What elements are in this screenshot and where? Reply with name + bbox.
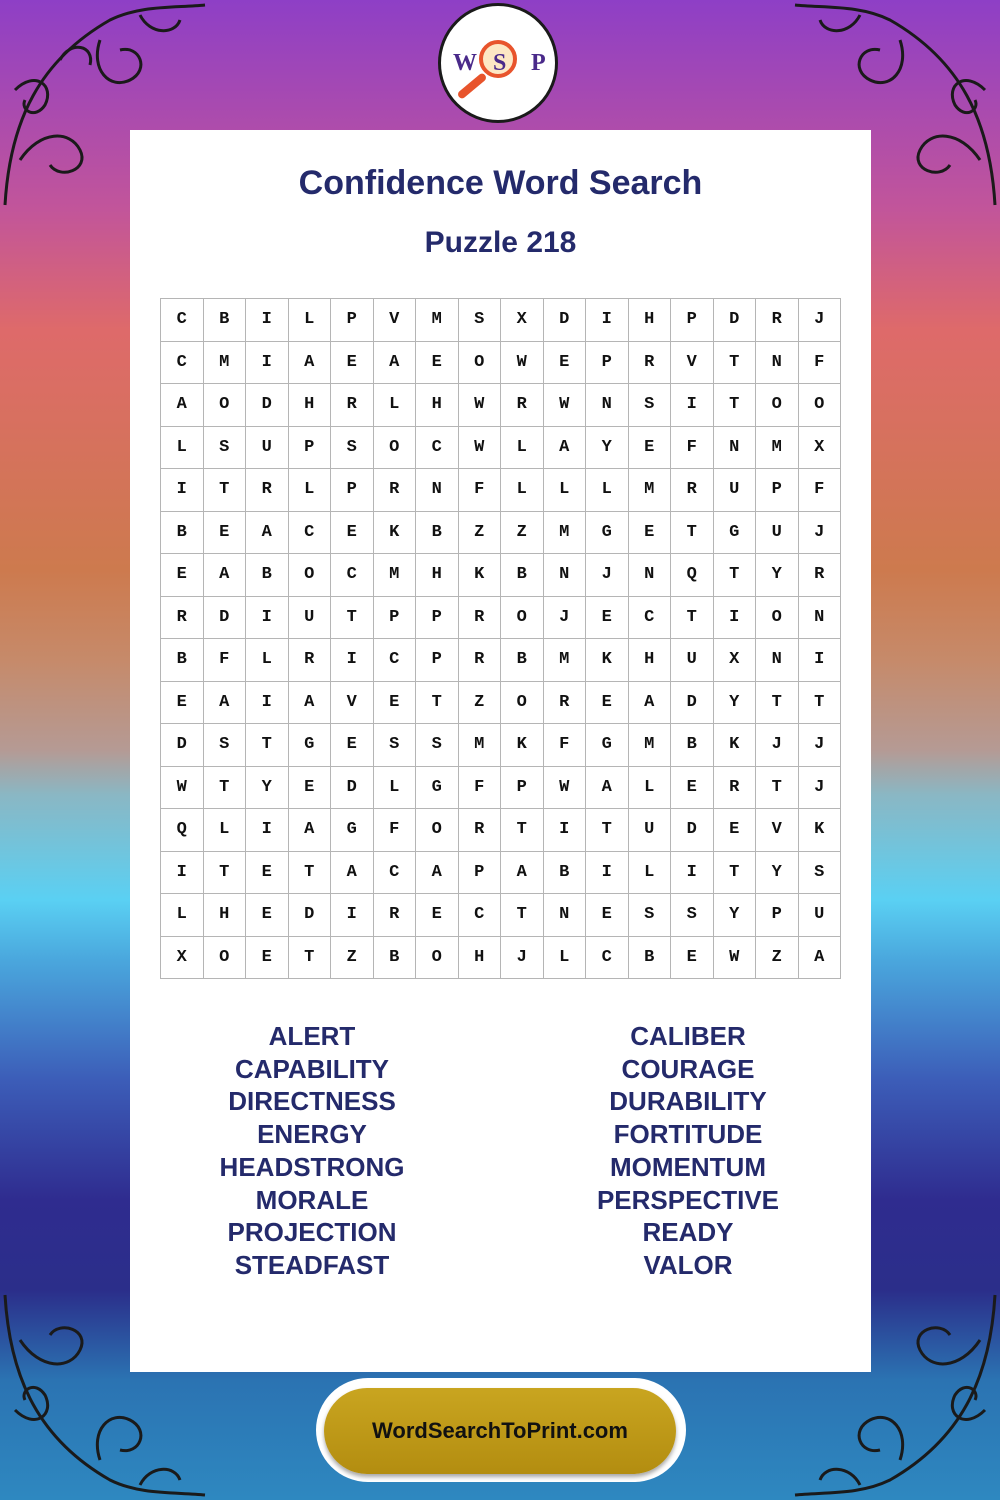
grid-cell[interactable]: B xyxy=(629,937,672,980)
grid-cell[interactable]: I xyxy=(161,469,204,512)
grid-cell[interactable]: Q xyxy=(161,809,204,852)
grid-cell[interactable]: E xyxy=(629,512,672,555)
grid-cell[interactable]: M xyxy=(629,724,672,767)
grid-cell[interactable]: L xyxy=(374,767,417,810)
grid-cell[interactable]: P xyxy=(459,852,502,895)
grid-cell[interactable]: R xyxy=(714,767,757,810)
grid-cell[interactable]: I xyxy=(246,597,289,640)
grid-cell[interactable]: B xyxy=(671,724,714,767)
grid-cell[interactable]: T xyxy=(714,852,757,895)
grid-cell[interactable]: J xyxy=(756,724,799,767)
grid-cell[interactable]: E xyxy=(246,894,289,937)
grid-cell[interactable]: O xyxy=(204,384,247,427)
grid-cell[interactable]: E xyxy=(161,682,204,725)
grid-cell[interactable]: O xyxy=(374,427,417,470)
grid-cell[interactable]: E xyxy=(629,427,672,470)
grid-cell[interactable]: G xyxy=(416,767,459,810)
grid-cell[interactable]: C xyxy=(459,894,502,937)
grid-cell[interactable]: G xyxy=(586,724,629,767)
grid-cell[interactable]: W xyxy=(459,384,502,427)
word-item: HEADSTRONG xyxy=(219,1151,405,1182)
word-item: STEADFAST xyxy=(234,1249,390,1280)
grid-cell[interactable]: E xyxy=(586,894,629,937)
grid-cell[interactable]: O xyxy=(416,809,459,852)
grid-cell[interactable]: B xyxy=(246,554,289,597)
grid-cell[interactable]: O xyxy=(289,554,332,597)
grid-cell[interactable]: N xyxy=(544,554,587,597)
word-item: DURABILITY xyxy=(609,1086,767,1117)
logo-letter-p: P xyxy=(531,50,546,76)
grid-cell[interactable]: R xyxy=(161,597,204,640)
grid-cell[interactable]: T xyxy=(671,512,714,555)
grid-cell[interactable]: B xyxy=(544,852,587,895)
grid-cell[interactable]: B xyxy=(501,554,544,597)
grid-cell[interactable]: F xyxy=(459,469,502,512)
grid-cell[interactable]: Y xyxy=(714,682,757,725)
grid-cell[interactable]: L xyxy=(586,469,629,512)
grid-cell[interactable]: L xyxy=(501,469,544,512)
grid-cell[interactable]: T xyxy=(756,682,799,725)
grid-cell[interactable]: T xyxy=(714,342,757,385)
grid-cell[interactable]: E xyxy=(586,682,629,725)
grid-cell[interactable]: F xyxy=(374,809,417,852)
grid-cell[interactable]: V xyxy=(756,809,799,852)
grid-cell[interactable]: T xyxy=(289,937,332,980)
grid-cell[interactable]: U xyxy=(714,469,757,512)
grid-cell[interactable]: R xyxy=(501,384,544,427)
grid-cell[interactable]: V xyxy=(671,342,714,385)
grid-cell[interactable]: H xyxy=(204,894,247,937)
grid-cell[interactable]: S xyxy=(204,724,247,767)
grid-cell[interactable]: I xyxy=(544,809,587,852)
grid-cell[interactable]: I xyxy=(799,639,842,682)
grid-cell[interactable]: A xyxy=(289,342,332,385)
grid-cell[interactable]: W xyxy=(714,937,757,980)
grid-cell[interactable]: P xyxy=(331,299,374,342)
grid-cell[interactable]: I xyxy=(331,639,374,682)
grid-cell[interactable]: P xyxy=(416,597,459,640)
grid-cell[interactable]: W xyxy=(544,767,587,810)
word-item: ALERT xyxy=(268,1021,356,1051)
grid-cell[interactable]: T xyxy=(714,384,757,427)
grid-cell[interactable]: W xyxy=(459,427,502,470)
word-list-right xyxy=(523,1020,853,1282)
grid-cell[interactable]: E xyxy=(714,809,757,852)
grid-cell[interactable]: D xyxy=(714,299,757,342)
word-item: PROJECTION xyxy=(227,1217,397,1248)
grid-cell[interactable]: E xyxy=(331,724,374,767)
grid-cell[interactable]: D xyxy=(204,597,247,640)
grid-cell[interactable]: E xyxy=(544,342,587,385)
grid-cell[interactable]: S xyxy=(799,852,842,895)
grid-cell[interactable]: K xyxy=(586,639,629,682)
grid-cell[interactable]: U xyxy=(246,427,289,470)
grid-cell[interactable]: P xyxy=(756,894,799,937)
grid-cell[interactable]: I xyxy=(246,299,289,342)
word-item: COURAGE xyxy=(621,1053,755,1084)
grid-cell[interactable]: Z xyxy=(459,512,502,555)
grid-cell[interactable]: I xyxy=(246,342,289,385)
grid-cell[interactable]: E xyxy=(671,767,714,810)
grid-cell[interactable]: T xyxy=(204,852,247,895)
grid-cell[interactable]: D xyxy=(671,809,714,852)
grid-cell[interactable]: Y xyxy=(246,767,289,810)
grid-cell[interactable]: D xyxy=(289,894,332,937)
grid-cell[interactable]: S xyxy=(629,894,672,937)
grid-cell[interactable]: O xyxy=(799,384,842,427)
grid-cell[interactable]: O xyxy=(756,384,799,427)
grid-cell[interactable]: E xyxy=(289,767,332,810)
grid-cell[interactable]: S xyxy=(629,384,672,427)
grid-cell[interactable]: A xyxy=(374,342,417,385)
grid-cell[interactable]: J xyxy=(544,597,587,640)
grid-cell[interactable]: S xyxy=(331,427,374,470)
grid-cell[interactable]: P xyxy=(289,427,332,470)
grid-cell[interactable]: T xyxy=(204,469,247,512)
grid-cell[interactable]: R xyxy=(629,342,672,385)
grid-cell[interactable]: A xyxy=(501,852,544,895)
grid-cell[interactable]: A xyxy=(629,682,672,725)
grid-cell[interactable]: B xyxy=(374,937,417,980)
grid-cell[interactable]: M xyxy=(756,427,799,470)
grid-cell[interactable]: Y xyxy=(756,852,799,895)
grid-cell[interactable]: D xyxy=(671,682,714,725)
grid-cell[interactable]: E xyxy=(331,512,374,555)
grid-cell[interactable]: Y xyxy=(586,427,629,470)
grid-cell[interactable]: R xyxy=(331,384,374,427)
grid-cell[interactable]: A xyxy=(204,554,247,597)
grid-cell[interactable]: U xyxy=(629,809,672,852)
word-item: CALIBER xyxy=(630,1021,746,1051)
grid-cell[interactable]: F xyxy=(544,724,587,767)
grid-cell[interactable]: L xyxy=(374,384,417,427)
grid-cell[interactable]: C xyxy=(374,852,417,895)
grid-cell[interactable]: A xyxy=(204,682,247,725)
grid-cell[interactable]: O xyxy=(459,342,502,385)
grid-cell[interactable]: X xyxy=(501,299,544,342)
grid-cell[interactable]: C xyxy=(161,342,204,385)
grid-cell[interactable]: V xyxy=(331,682,374,725)
grid-cell[interactable]: J xyxy=(501,937,544,980)
grid-cell[interactable]: I xyxy=(246,682,289,725)
logo-letter-s: S xyxy=(493,50,507,76)
grid-cell[interactable]: R xyxy=(459,597,502,640)
word-item: ENERGY xyxy=(257,1119,367,1150)
grid-cell[interactable]: I xyxy=(586,299,629,342)
grid-cell[interactable]: H xyxy=(416,554,459,597)
grid-cell[interactable]: C xyxy=(289,512,332,555)
grid-cell[interactable]: T xyxy=(289,852,332,895)
grid-cell[interactable]: E xyxy=(331,342,374,385)
logo-letter-w: W xyxy=(453,50,477,76)
grid-cell[interactable]: Q xyxy=(671,554,714,597)
grid-cell[interactable]: I xyxy=(714,597,757,640)
grid-cell[interactable]: A xyxy=(246,512,289,555)
grid-cell[interactable]: K xyxy=(799,809,842,852)
grid-cell[interactable]: Z xyxy=(501,512,544,555)
grid-cell[interactable]: J xyxy=(586,554,629,597)
grid-cell[interactable]: R xyxy=(289,639,332,682)
grid-cell[interactable]: D xyxy=(544,299,587,342)
grid-cell[interactable]: L xyxy=(289,469,332,512)
grid-cell[interactable]: M xyxy=(416,299,459,342)
grid-cell[interactable]: L xyxy=(161,894,204,937)
grid-cell[interactable]: I xyxy=(586,852,629,895)
grid-cell[interactable]: O xyxy=(756,597,799,640)
grid-cell[interactable]: L xyxy=(629,852,672,895)
grid-cell[interactable]: E xyxy=(586,597,629,640)
grid-cell[interactable]: E xyxy=(161,554,204,597)
grid-cell[interactable]: C xyxy=(374,639,417,682)
grid-cell[interactable]: N xyxy=(714,427,757,470)
grid-cell[interactable]: K xyxy=(374,512,417,555)
grid-cell[interactable]: R xyxy=(459,639,502,682)
word-item: MORALE xyxy=(255,1184,369,1215)
grid-cell[interactable]: P xyxy=(416,639,459,682)
grid-cell[interactable]: R xyxy=(246,469,289,512)
grid-cell[interactable]: W xyxy=(501,342,544,385)
grid-cell[interactable]: T xyxy=(501,809,544,852)
grid-cell[interactable]: R xyxy=(374,894,417,937)
grid-cell[interactable]: E xyxy=(204,512,247,555)
grid-cell[interactable]: O xyxy=(416,937,459,980)
grid-cell[interactable]: V xyxy=(374,299,417,342)
grid-cell[interactable]: I xyxy=(671,384,714,427)
grid-cell[interactable]: M xyxy=(204,342,247,385)
grid-cell[interactable]: X xyxy=(799,427,842,470)
grid-cell[interactable]: B xyxy=(161,512,204,555)
grid-cell[interactable]: R xyxy=(799,554,842,597)
grid-cell[interactable]: G xyxy=(714,512,757,555)
grid-cell[interactable]: T xyxy=(756,767,799,810)
grid-cell[interactable]: E xyxy=(246,852,289,895)
grid-cell[interactable]: U xyxy=(671,639,714,682)
grid-cell[interactable]: S xyxy=(416,724,459,767)
grid-cell[interactable]: S xyxy=(459,299,502,342)
grid-cell[interactable]: A xyxy=(289,809,332,852)
grid-cell[interactable]: T xyxy=(331,597,374,640)
grid-cell[interactable]: T xyxy=(671,597,714,640)
grid-cell[interactable]: T xyxy=(714,554,757,597)
grid-cell[interactable]: Z xyxy=(459,682,502,725)
grid-cell[interactable]: N xyxy=(586,384,629,427)
grid-cell[interactable]: C xyxy=(416,427,459,470)
grid-cell[interactable]: Y xyxy=(714,894,757,937)
grid-cell[interactable]: L xyxy=(161,427,204,470)
grid-cell[interactable]: L xyxy=(204,809,247,852)
grid-cell[interactable]: P xyxy=(374,597,417,640)
grid-cell[interactable]: K xyxy=(459,554,502,597)
grid-cell[interactable]: J xyxy=(799,299,842,342)
grid-cell[interactable]: F xyxy=(671,427,714,470)
grid-cell[interactable]: G xyxy=(289,724,332,767)
grid-cell[interactable]: R xyxy=(459,809,502,852)
grid-cell[interactable]: J xyxy=(799,724,842,767)
word-item: PERSPECTIVE xyxy=(596,1184,780,1215)
grid-cell[interactable]: T xyxy=(416,682,459,725)
grid-cell[interactable]: D xyxy=(246,384,289,427)
grid-cell[interactable]: U xyxy=(289,597,332,640)
grid-cell[interactable]: E xyxy=(671,937,714,980)
site-link[interactable]: WordSearchToPrint.com xyxy=(372,1418,628,1443)
grid-cell[interactable]: O xyxy=(204,937,247,980)
grid-cell[interactable]: X xyxy=(161,937,204,980)
grid-cell[interactable]: A xyxy=(416,852,459,895)
grid-cell[interactable]: L xyxy=(544,469,587,512)
grid-cell[interactable]: S xyxy=(204,427,247,470)
grid-cell[interactable]: A xyxy=(289,682,332,725)
wsp-logo xyxy=(438,3,558,123)
grid-cell[interactable]: P xyxy=(756,469,799,512)
grid-cell[interactable]: M xyxy=(629,469,672,512)
grid-cell[interactable]: A xyxy=(161,384,204,427)
grid-cell[interactable]: P xyxy=(671,299,714,342)
grid-cell[interactable]: Z xyxy=(756,937,799,980)
grid-cell[interactable]: M xyxy=(544,639,587,682)
grid-cell[interactable]: M xyxy=(544,512,587,555)
grid-cell[interactable]: A xyxy=(799,937,842,980)
grid-cell[interactable]: O xyxy=(501,682,544,725)
grid-cell[interactable]: R xyxy=(374,469,417,512)
grid-cell[interactable]: N xyxy=(756,342,799,385)
grid-cell[interactable]: L xyxy=(246,639,289,682)
grid-cell[interactable]: N xyxy=(629,554,672,597)
grid-cell[interactable]: X xyxy=(714,639,757,682)
grid-cell[interactable]: D xyxy=(331,767,374,810)
grid-cell[interactable]: C xyxy=(331,554,374,597)
grid-cell[interactable]: Z xyxy=(331,937,374,980)
grid-cell[interactable]: M xyxy=(374,554,417,597)
grid-cell[interactable]: G xyxy=(331,809,374,852)
grid-cell[interactable]: N xyxy=(544,894,587,937)
grid-cell[interactable]: S xyxy=(671,894,714,937)
grid-cell[interactable]: G xyxy=(586,512,629,555)
grid-cell[interactable]: P xyxy=(331,469,374,512)
grid-cell[interactable]: E xyxy=(416,342,459,385)
puzzle-card xyxy=(130,130,871,1372)
grid-cell[interactable]: A xyxy=(586,767,629,810)
grid-cell[interactable]: T xyxy=(586,809,629,852)
grid-cell[interactable]: M xyxy=(459,724,502,767)
grid-cell[interactable]: B xyxy=(501,639,544,682)
grid-cell[interactable]: L xyxy=(289,299,332,342)
grid-cell[interactable]: O xyxy=(501,597,544,640)
grid-cell[interactable]: C xyxy=(629,597,672,640)
grid-cell[interactable]: K xyxy=(501,724,544,767)
letter-grid xyxy=(160,298,841,979)
grid-cell[interactable]: K xyxy=(714,724,757,767)
grid-cell[interactable]: T xyxy=(246,724,289,767)
grid-cell[interactable]: H xyxy=(416,384,459,427)
word-list-left xyxy=(147,1020,477,1282)
grid-cell[interactable]: I xyxy=(671,852,714,895)
grid-cell[interactable]: U xyxy=(799,894,842,937)
grid-cell[interactable]: F xyxy=(799,469,842,512)
grid-cell[interactable]: H xyxy=(289,384,332,427)
grid-cell[interactable]: A xyxy=(544,427,587,470)
grid-cell[interactable]: E xyxy=(246,937,289,980)
grid-cell[interactable]: T xyxy=(799,682,842,725)
word-item: CAPABILITY xyxy=(234,1053,390,1084)
grid-cell[interactable]: E xyxy=(374,682,417,725)
grid-cell[interactable]: B xyxy=(416,512,459,555)
grid-cell[interactable]: I xyxy=(161,852,204,895)
word-item: MOMENTUM xyxy=(610,1151,766,1182)
grid-cell[interactable]: F xyxy=(204,639,247,682)
grid-cell[interactable]: I xyxy=(246,809,289,852)
grid-cell[interactable]: P xyxy=(501,767,544,810)
grid-cell[interactable]: C xyxy=(586,937,629,980)
grid-cell[interactable]: B xyxy=(161,639,204,682)
grid-cell[interactable]: W xyxy=(161,767,204,810)
grid-cell[interactable]: N xyxy=(416,469,459,512)
grid-cell[interactable]: L xyxy=(544,937,587,980)
grid-cell[interactable]: N xyxy=(799,597,842,640)
page-title: Confidence Word Search xyxy=(298,164,703,202)
grid-cell[interactable]: S xyxy=(374,724,417,767)
site-button[interactable] xyxy=(324,1388,676,1474)
site-badge xyxy=(316,1378,686,1482)
grid-cell[interactable]: U xyxy=(756,512,799,555)
word-item: FORTITUDE xyxy=(613,1119,763,1150)
grid-cell[interactable]: P xyxy=(586,342,629,385)
word-item: DIRECTNESS xyxy=(228,1086,396,1117)
grid-cell[interactable]: L xyxy=(629,767,672,810)
grid-cell[interactable]: W xyxy=(544,384,587,427)
grid-cell[interactable]: D xyxy=(161,724,204,767)
grid-cell[interactable]: T xyxy=(501,894,544,937)
word-item: READY xyxy=(642,1217,734,1248)
grid-cell[interactable]: E xyxy=(416,894,459,937)
grid-cell[interactable]: H xyxy=(629,299,672,342)
grid-cell[interactable]: H xyxy=(629,639,672,682)
grid-cell[interactable]: A xyxy=(331,852,374,895)
grid-cell[interactable]: F xyxy=(459,767,502,810)
grid-cell[interactable]: R xyxy=(756,299,799,342)
grid-cell[interactable]: R xyxy=(671,469,714,512)
grid-cell[interactable]: L xyxy=(501,427,544,470)
grid-cell[interactable]: T xyxy=(204,767,247,810)
grid-cell[interactable]: C xyxy=(161,299,204,342)
grid-cell[interactable]: H xyxy=(459,937,502,980)
grid-cell[interactable]: I xyxy=(331,894,374,937)
grid-cell[interactable]: F xyxy=(799,342,842,385)
grid-cell[interactable]: N xyxy=(756,639,799,682)
word-item: VALOR xyxy=(643,1249,733,1280)
grid-cell[interactable]: R xyxy=(544,682,587,725)
grid-cell[interactable]: J xyxy=(799,512,842,555)
grid-cell[interactable]: Y xyxy=(756,554,799,597)
grid-cell[interactable]: B xyxy=(204,299,247,342)
grid-cell[interactable]: J xyxy=(799,767,842,810)
puzzle-number: Puzzle 218 xyxy=(424,226,577,259)
